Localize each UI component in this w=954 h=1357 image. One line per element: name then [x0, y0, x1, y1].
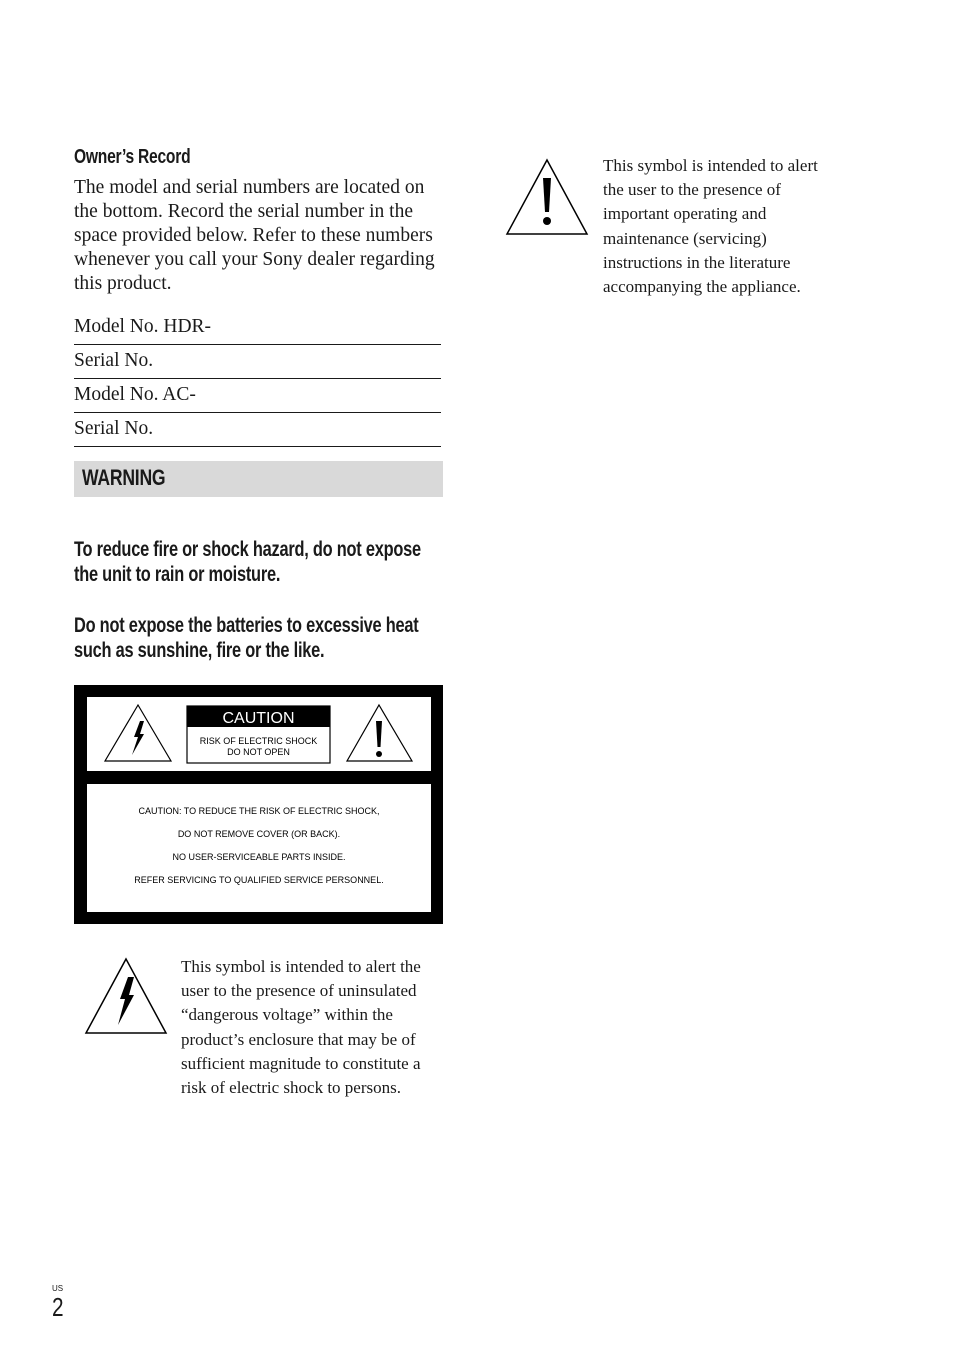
- page-region-label: US: [52, 1284, 64, 1293]
- caution-line-3: NO USER-SERVICEABLE PARTS INSIDE.: [172, 852, 346, 862]
- record-label: Serial No.: [74, 418, 154, 439]
- fire-shock-warning-line1: To reduce fire or shock hazard, do not expose: [74, 538, 421, 561]
- page-number: 2: [52, 1292, 64, 1322]
- exclamation-warning-icon: [505, 158, 589, 236]
- caution-title: CAUTION: [222, 710, 295, 727]
- exclamation-symbol-description: This symbol is intended to alert the user to the presence of important operating and maintenance (servicing) instructions in the literature accompanying the appliance.: [603, 156, 818, 297]
- record-label: Model No. HDR-: [74, 316, 212, 337]
- caution-label: [74, 685, 443, 924]
- caution-line-2: DO NOT REMOVE COVER (OR BACK).: [177, 829, 341, 839]
- caution-sub1: RISK OF ELECTRIC SHOCK: [199, 736, 318, 746]
- owners-record-heading: Owner’s Record: [74, 146, 191, 168]
- caution-sub2: DO NOT OPEN: [227, 747, 290, 757]
- adapter-model-row: [74, 380, 441, 413]
- warning-heading: WARNING: [82, 465, 166, 490]
- battery-heat-warning-line1: Do not expose the batteries to excessive heat: [74, 614, 419, 637]
- lightning-symbol-description: This symbol is intended to alert the user to the presence of uninsulated “dangerous voltage” within the product’s enclosure that may be of sufficient magnitude to constitute a risk of electric shock to persons.: [181, 957, 421, 1098]
- battery-heat-warning-line2: such as sunshine, fire or the like.: [74, 639, 325, 662]
- record-label: Serial No.: [74, 350, 154, 371]
- model-number-row: [74, 312, 441, 345]
- record-label: Model No. AC-: [74, 384, 196, 405]
- lightning-warning-icon: [84, 957, 168, 1035]
- caution-line-1: CAUTION: TO REDUCE THE RISK OF ELECTRIC SHOCK,: [138, 806, 380, 816]
- adapter-serial-row: [74, 414, 441, 447]
- owners-record-body: The model and serial numbers are located on the bottom. Record the serial number in the space provided below. Refer to these numbers whenever you call your Sony dealer regarding this product.: [74, 177, 435, 294]
- serial-number-row: [74, 346, 441, 379]
- fire-shock-warning-line2: the unit to rain or moisture.: [74, 563, 281, 586]
- caution-line-4: REFER SERVICING TO QUALIFIED SERVICE PERSONNEL.: [134, 875, 384, 885]
